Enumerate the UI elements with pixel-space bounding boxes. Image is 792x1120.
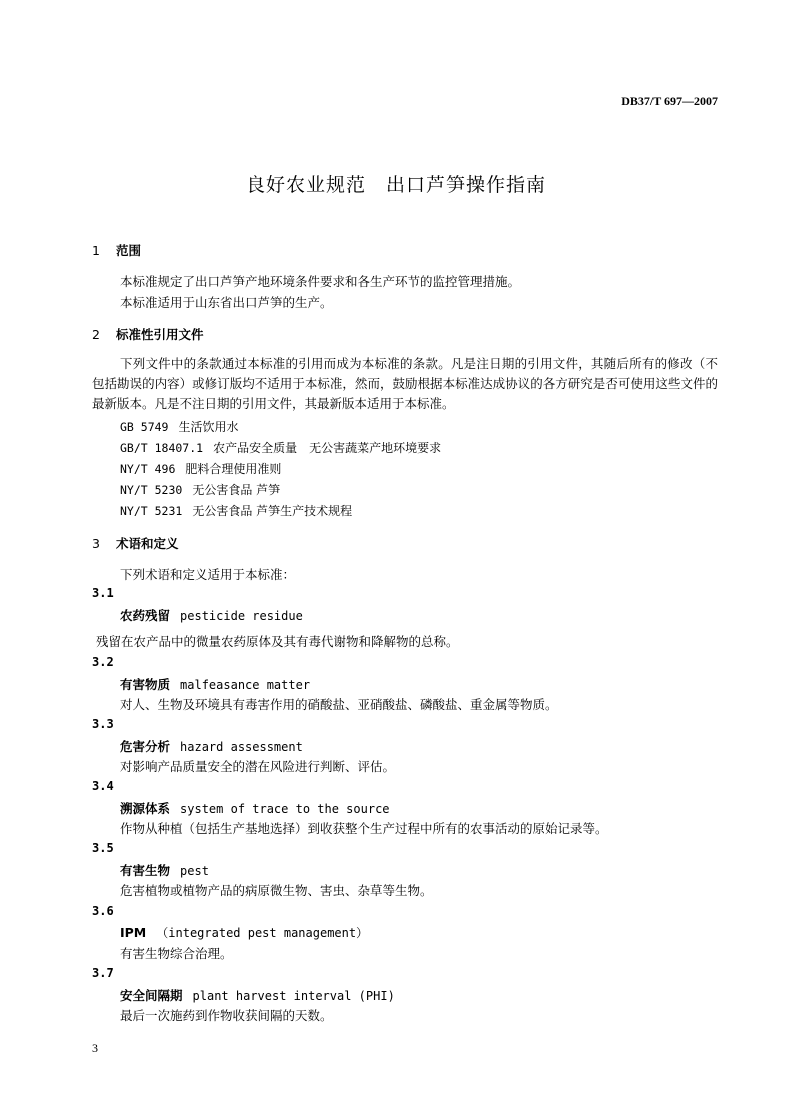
reference-code: NY/T 496 — [120, 462, 176, 476]
section-title: 术语和定义 — [116, 536, 179, 551]
reference-code: GB 5749 — [120, 420, 169, 434]
term-heading — [120, 675, 310, 693]
term-definition: 作物从种植（包括生产基地选择）到收获整个生产过程中所有的农事活动的原始记录等。 — [120, 821, 608, 836]
term-definition: 危害植物或植物产品的病原微生物、害虫、杂草等生物。 — [120, 883, 433, 898]
term-zh: 有害物质 — [120, 677, 171, 692]
term-number: 3.6 — [92, 904, 114, 918]
reference-code: GB/T 18407.1 — [120, 441, 204, 455]
reference-item — [120, 439, 441, 456]
standard-number: DB37/T 697—2007 — [621, 94, 718, 108]
term-definition: 残留在农产品中的微量农药原体及其有毒代谢物和降解物的总称。 — [96, 634, 459, 649]
term-number: 3.5 — [92, 841, 114, 855]
term-definition: 对人、生物及环境具有毒害作用的硝酸盐、亚硝酸盐、磷酸盐、重金属等物质。 — [120, 697, 558, 712]
terms-intro: 下列术语和定义适用于本标准： — [120, 567, 296, 582]
references-intro: 下列文件中的条款通过本标准的引用而成为本标准的条款。凡是注日期的引用文件，其随后所有的修改（不包括勘误的内容）或修订版均不适用于本标准，然而，鼓励根据本标准达成协议的各方研究是否可使用这些文件的最新版本。凡是不注日期的引用文件，其最新版本适用于本标准。 — [92, 356, 718, 411]
section-number: 3 — [92, 536, 100, 551]
reference-title: 无公害食品 芦笋 — [192, 483, 281, 497]
page-number: 3 — [92, 1041, 98, 1055]
reference-title: 农产品安全质量 无公害蔬菜产地环境要求 — [213, 441, 442, 455]
term-zh: 安全间隔期 — [120, 988, 183, 1003]
section-heading-references — [92, 325, 204, 343]
term-en: （integrated pest management） — [156, 926, 369, 940]
reference-item — [120, 481, 280, 498]
term-zh: 农药残留 — [120, 608, 171, 623]
reference-code: NY/T 5230 — [120, 483, 183, 497]
term-zh: 危害分析 — [120, 739, 171, 754]
reference-item — [120, 418, 238, 435]
section-number: 2 — [92, 327, 100, 342]
term-zh: 有害生物 — [120, 863, 171, 878]
term-zh: IPM — [120, 925, 147, 940]
section-heading-terms — [92, 534, 179, 552]
term-heading — [120, 986, 395, 1004]
term-heading — [120, 737, 303, 755]
term-definition: 对影响产品质量安全的潜在风险进行判断、评估。 — [120, 759, 396, 774]
term-number: 3.4 — [92, 779, 114, 793]
section-heading-scope — [92, 241, 141, 259]
term-zh: 溯源体系 — [120, 801, 171, 816]
term-en: pest — [180, 864, 209, 878]
term-number: 3.7 — [92, 966, 114, 980]
reference-item — [120, 460, 281, 477]
reference-title: 肥料合理使用准则 — [185, 462, 282, 476]
term-number: 3.3 — [92, 717, 114, 731]
term-en: plant harvest interval (PHI) — [192, 989, 395, 1003]
reference-title: 生活饮用水 — [178, 420, 239, 434]
term-number: 3.2 — [92, 655, 114, 669]
term-heading — [120, 861, 209, 879]
term-number: 3.1 — [92, 586, 114, 600]
term-en: pesticide residue — [180, 609, 303, 623]
section-title: 标准性引用文件 — [116, 327, 204, 342]
term-en: system of trace to the source — [180, 802, 390, 816]
term-definition: 最后一次施药到作物收获间隔的天数。 — [120, 1008, 333, 1023]
term-heading — [120, 924, 368, 941]
term-definition: 有害生物综合治理。 — [120, 946, 233, 961]
term-en: hazard assessment — [180, 740, 303, 754]
term-heading — [120, 606, 303, 624]
section-title: 范围 — [116, 243, 142, 258]
scope-paragraph-1: 本标准规定了出口芦笋产地环境条件要求和各生产环节的监控管理措施。 — [120, 274, 521, 289]
document-title: 良好农业规范 出口芦笋操作指南 — [245, 174, 546, 196]
reference-code: NY/T 5231 — [120, 504, 183, 518]
term-heading — [120, 799, 390, 817]
reference-item — [120, 502, 352, 519]
reference-title: 无公害食品 芦笋生产技术规程 — [192, 504, 353, 518]
term-en: malfeasance matter — [180, 678, 311, 692]
section-number: 1 — [92, 243, 100, 258]
scope-paragraph-2: 本标准适用于山东省出口芦笋的生产。 — [120, 295, 333, 310]
